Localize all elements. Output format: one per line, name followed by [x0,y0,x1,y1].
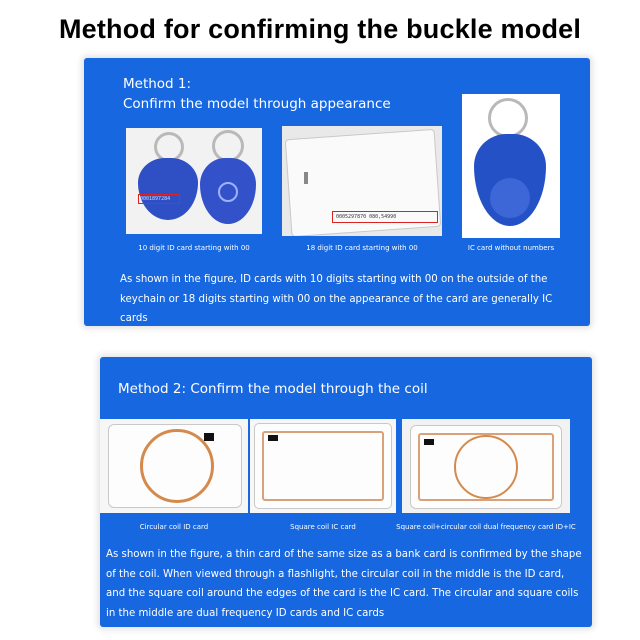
method-2-title: Method 2: Confirm the model through the coil [118,381,428,397]
method-2-panel [100,357,592,627]
caption-dual-coil: Square coil+circular coil dual frequency card ID+IC [396,523,576,531]
fob-center-icon [490,178,530,218]
fob-number: 0001897284 [140,196,171,202]
photo-dual-coil-card [402,419,570,513]
photo-ic-keyfob [462,94,560,238]
page-title: Method for confirming the buckle model [58,14,582,44]
caption-square-coil: Square coil IC card [290,523,356,531]
method-1-subtitle: Confirm the model through appearance [123,96,391,112]
circular-coil-icon [454,435,518,499]
caption-10-digit: 10 digit ID card starting with 00 [138,244,250,252]
method-1-description: As shown in the figure, ID cards with 10 digits starting with 00 on the outside of the keychain or 18 digits starting with 00 on the appearance of the card are generally IC cards [120,274,553,324]
photo-circular-coil-card [100,419,248,513]
keyfob-icon [138,158,198,220]
circular-coil-icon [140,429,214,503]
square-coil-icon [262,431,384,501]
card-number: 0005297870 080,54990 [336,214,397,220]
card-slot-icon [304,172,308,184]
caption-circular-coil: Circular coil ID card [139,523,209,531]
photo-square-coil-card [250,419,396,513]
caption-ic-card: IC card without numbers [467,244,555,252]
photo-18-digit-card [282,126,442,236]
chip-icon [268,435,278,441]
fob-symbol-icon [218,182,238,202]
photo-10-digit-keyfobs [126,128,262,234]
key-ring-icon [488,98,528,138]
chip-icon [424,439,434,445]
method-1-title: Method 1: [123,76,192,92]
method-1-panel [84,58,590,326]
method-2-description: As shown in the figure, a thin card of the same size as a bank card is confirmed by the shape of the coil. When viewed through a flashlight, the circular coil in the middle is the ID card, and the square coil around the edges of the card is the IC card. The circular and square coils in the middle are dual frequency ID cards and IC cards [106,549,582,619]
chip-icon [204,433,214,441]
caption-18-digit: 18 digit ID card starting with 00 [306,244,418,252]
